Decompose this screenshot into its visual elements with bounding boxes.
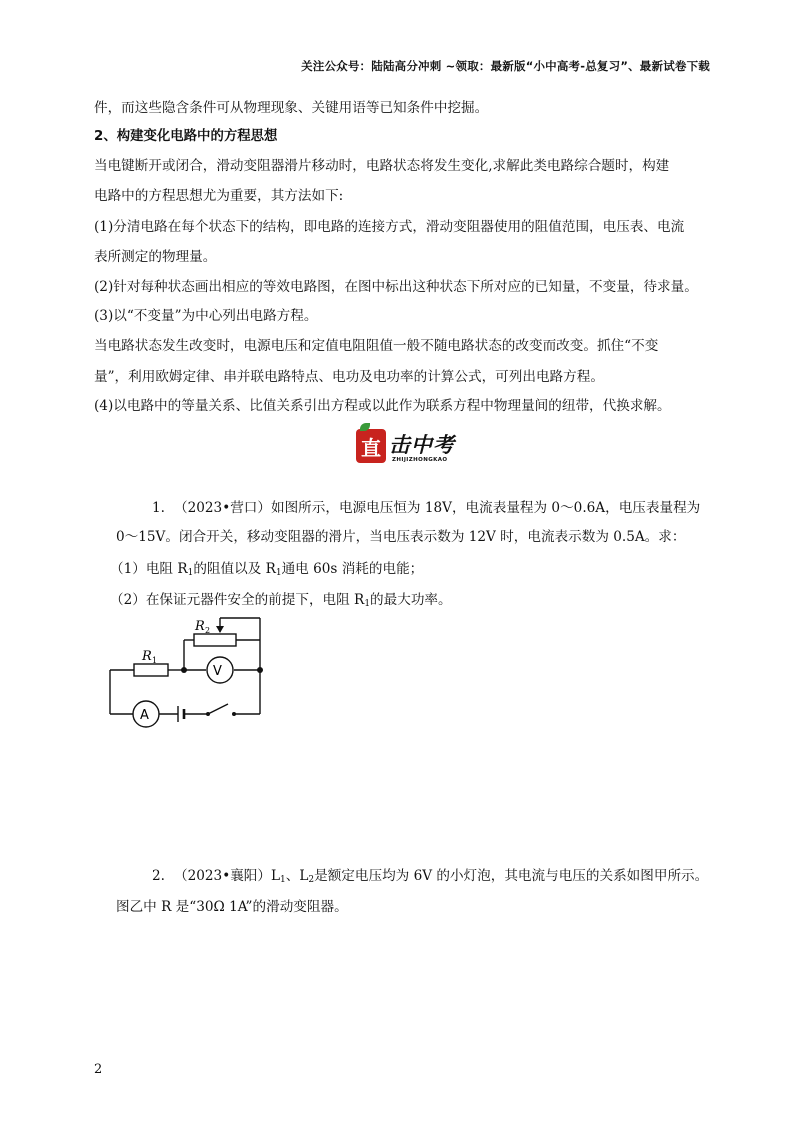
question-number: 2. (152, 868, 165, 884)
body-line: (4)以电路中的等量关系、比值关系引出方程或以此作为联系方程中物理量间的纽带，代换求解。 (94, 398, 671, 414)
logo-title: 击中考 (389, 432, 455, 457)
body-line: (3)以“不变量”为中心列出电路方程。 (94, 308, 318, 324)
logo-subtitle: ZHIJIZHONGKAO (392, 457, 448, 463)
rheostat-r2 (194, 634, 236, 646)
logo-char: 直 (361, 436, 381, 460)
body-line: 当电键断开或闭合，滑动变阻器滑片移动时，电路状态将发生变化,求解此类电路综合题时，构建 (94, 158, 670, 174)
switch (208, 704, 228, 714)
question-part-1: （1）电阻 $R_1$的阻值以及 $R_1$通电 60s 消耗的电能； (110, 561, 424, 578)
body-line: (2)针对每种状态画出相应的等效电路图，在图中标出这种状态下所对应的已知量，不变量，待求量。 (94, 279, 698, 295)
ammeter-label: A (140, 708, 149, 723)
body-line: 件，而这些隐含条件可从物理现象、关键用语等已知条件中挖掘。 (94, 100, 489, 116)
r1-subscript: 1 (152, 656, 158, 665)
question-text: （2023•营口）如图所示，电源电压恒为 18V，电流表量程为 0～0.6A，电压表量程为 (174, 500, 701, 516)
brand-logo (356, 427, 466, 469)
junction-dot (181, 667, 187, 673)
body-line: 表所测定的物理量。 (94, 249, 217, 265)
r2-subscript: 2 (205, 626, 211, 635)
question-part-2: （2）在保证元器件安全的前提下，电阻 $R_1$的最大功率。 (110, 592, 452, 609)
r2-label: R (195, 619, 205, 634)
page-number: 2 (94, 1062, 103, 1077)
switch-contact (206, 712, 210, 716)
section-title: 2、构建变化电路中的方程思想 (94, 129, 278, 144)
resistor-r1 (134, 664, 168, 676)
question-text: （2023•襄阳）$L_1$、$L_2$是额定电压均为 6V 的小灯泡，其电流与电压的关系如图甲所示。 (174, 868, 709, 885)
r1-label: R (142, 649, 152, 664)
page-header: 关注公众号：陆陆高分冲刺 ~领取：最新版“小中高考-总复习”、最新试卷下载 (301, 59, 710, 73)
junction-dot (257, 667, 263, 673)
voltmeter-label: V (213, 664, 222, 679)
question-number: 1. (152, 500, 165, 516)
body-line: 量”，利用欧姆定律、串并联电路特点、电功及电功率的计算公式，可列出电路方程。 (94, 369, 604, 385)
body-line: (1)分清电路在每个状态下的结构，即电路的连接方式，滑动变阻器使用的阻值范围，电压表、电流 (94, 219, 685, 235)
slider-arrow-head (216, 626, 224, 633)
switch-contact (232, 712, 236, 716)
body-line: 电路中的方程思想尤为重要，其方法如下: (94, 188, 344, 204)
question-text: 0～15V。闭合开关，移动变阻器的滑片，当电压表示数为 12V 时，电流表示数为 0.5A。求： (116, 529, 686, 545)
body-line: 当电路状态发生改变时，电源电压和定值电阻阻值一般不随电路状态的改变而改变。抓住“不变 (94, 338, 659, 354)
question-text: 图乙中 R 是“30Ω 1A”的滑动变阻器。 (116, 899, 348, 915)
circuit-diagram (100, 610, 280, 750)
